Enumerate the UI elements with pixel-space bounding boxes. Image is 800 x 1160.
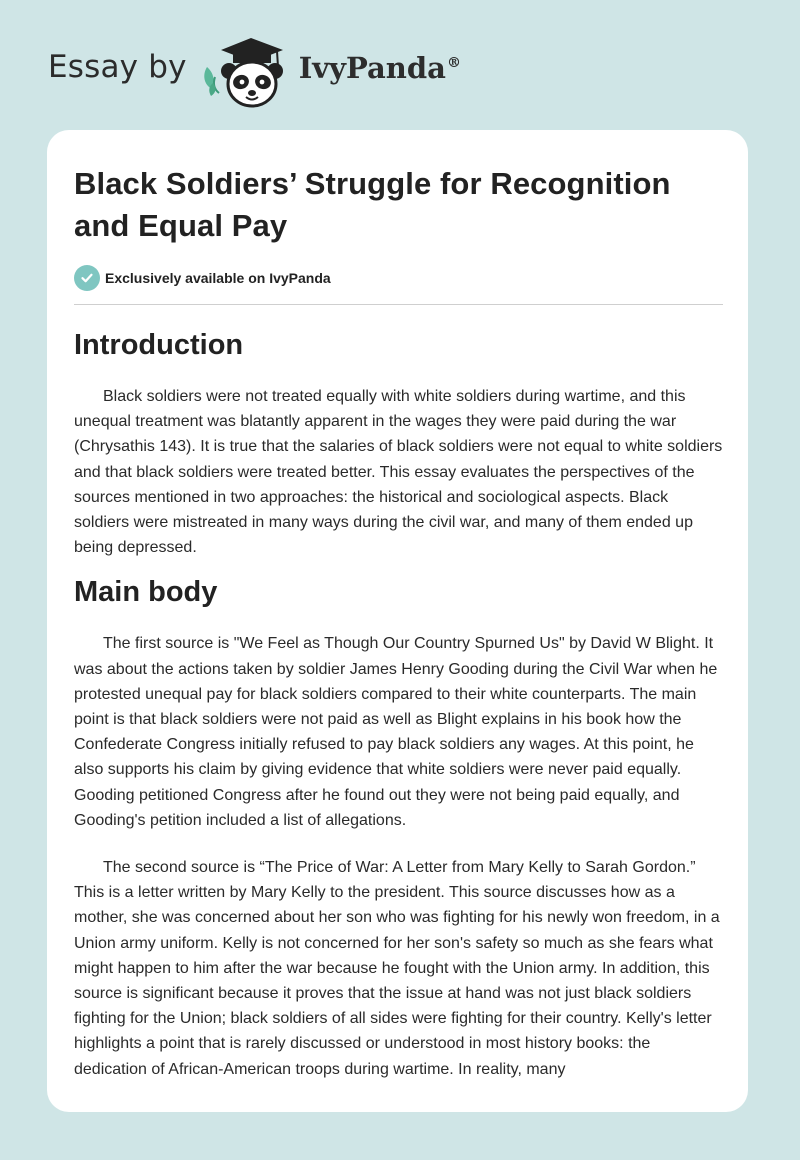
panda-graduation-cap-logo-icon[interactable] bbox=[201, 33, 293, 111]
essay-by-label: Essay by bbox=[48, 49, 187, 85]
section-heading: Main body bbox=[74, 576, 218, 609]
section-introduction bbox=[74, 327, 723, 560]
page-title: Black Soldiers’ Struggle for Recognition and Equal Pay bbox=[74, 166, 671, 243]
essay-content bbox=[74, 163, 723, 1082]
paragraph: The first source is "We Feel as Though Our Country Spurned Us" by David W Blight. It was about the actions taken by soldier James Henry Gooding during the Civil War when he protested unequal pay for black soldiers compared to their white counterparts. The main point is that black soldiers were not paid as well as Blight explains in his book how the Confederate Congress initially refused to pay black soldiers any wages. At this point, he also supports his claim by giving evidence that white soldiers were never paid equally. Gooding petitioned Congress after he found out they were not being paid equally, and Gooding's petition included a list of allegations. bbox=[74, 635, 718, 829]
paragraph: Black soldiers were not treated equally with white soldiers during wartime, and this unequal treatment was blatantly apparent in the wages they were paid during the war (Chrysathis 143). It is true that the salaries of black soldiers were not equal to white soldiers and that black soldiers were treated better. This essay evaluates the perspectives of the sources mentioned in two approaches: the historical and sociological aspects. Black soldiers were mistreated in many ways during the civil war, and many of them ended up being depressed. bbox=[74, 388, 723, 557]
essay-card bbox=[47, 130, 748, 1112]
site-header bbox=[48, 32, 461, 112]
section-main-body bbox=[74, 574, 723, 1081]
badge-text: Exclusively available on IvyPanda bbox=[105, 270, 331, 286]
brand-name[interactable] bbox=[299, 51, 461, 85]
registered-mark: ® bbox=[446, 55, 461, 72]
section-heading: Introduction bbox=[74, 329, 244, 361]
exclusive-badge bbox=[74, 264, 723, 292]
check-circle-icon bbox=[74, 265, 100, 291]
title-divider bbox=[74, 304, 723, 305]
paragraph: The second source is “The Price of War: A Letter from Mary Kelly to Sarah Gordon.” This is a letter written by Mary Kelly to the president. This source discusses how as a mother, she was concerned about her son who was fighting for his newly won freedom, in a Union army uniform. Kelly is not concerned for her son's safety so much as she fears what might happen to him after the war because he fought with the Union army. In addition, this source is significant because it proves that the issue at hand was not just black soldiers fighting for the Union; black soldiers of all sides were fighting for their country. Kelly's letter highlights a point that is rarely discussed or understood in most history books: the dedication of African-American troops during wartime. In reality, many bbox=[74, 859, 720, 1078]
brand-name-text: IvyPanda bbox=[298, 51, 446, 85]
checkmark-icon bbox=[80, 271, 94, 285]
